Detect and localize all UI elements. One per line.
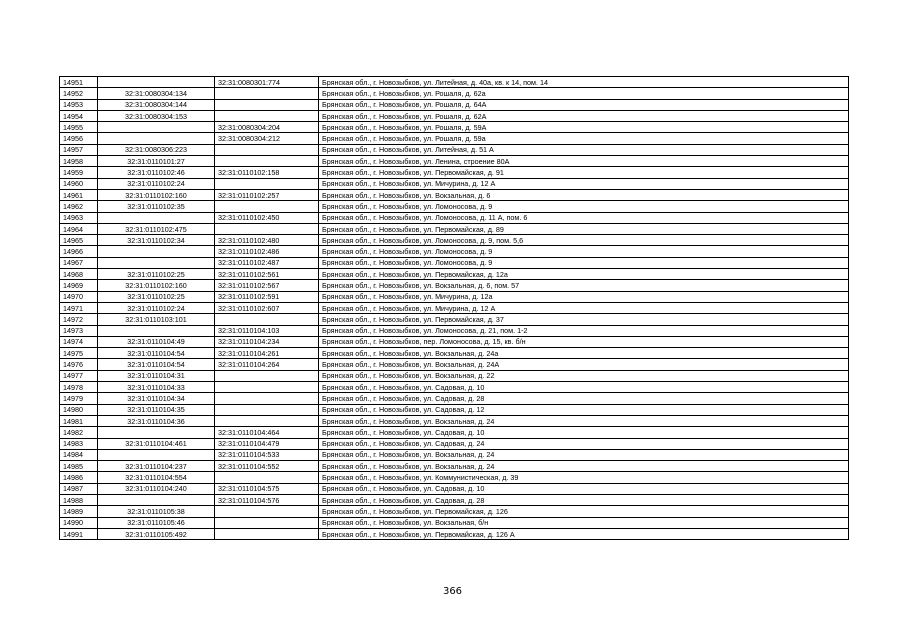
- new-cadastral-number-cell: 32:31:0110102:591: [215, 291, 319, 302]
- address-cell: Брянская обл., г. Новозыбков, ул. Вокзальная, д. 24: [319, 415, 849, 426]
- new-cadastral-number-cell: 32:31:0110102:480: [215, 235, 319, 246]
- address-cell: Брянская обл., г. Новозыбков, ул. Вокзальная, д. 24: [319, 449, 849, 460]
- old-cadastral-number-cell: 32:31:0110104:35: [98, 404, 215, 415]
- row-number-cell: 14989: [60, 506, 98, 517]
- table-row: [60, 415, 849, 426]
- row-number-cell: 14967: [60, 257, 98, 268]
- row-number-cell: 14983: [60, 438, 98, 449]
- old-cadastral-number-cell: 32:31:0080304:134: [98, 88, 215, 99]
- table-row: [60, 246, 849, 257]
- new-cadastral-number-cell: 32:31:0110102:450: [215, 212, 319, 223]
- table-row: [60, 325, 849, 336]
- row-number-cell: 14951: [60, 77, 98, 88]
- row-number-cell: 14978: [60, 382, 98, 393]
- old-cadastral-number-cell: 32:31:0110105:46: [98, 517, 215, 528]
- table-row: [60, 528, 849, 539]
- row-number-cell: 14963: [60, 212, 98, 223]
- address-cell: Брянская обл., г. Новозыбков, ул. Ломоносова, д. 9: [319, 201, 849, 212]
- row-number-cell: 14972: [60, 314, 98, 325]
- old-cadastral-number-cell: 32:31:0110104:34: [98, 393, 215, 404]
- table-row: [60, 472, 849, 483]
- address-cell: Брянская обл., г. Новозыбков, ул. Первомайская, д. 91: [319, 167, 849, 178]
- new-cadastral-number-cell: [215, 156, 319, 167]
- row-number-cell: 14975: [60, 348, 98, 359]
- address-cell: Брянская обл., г. Новозыбков, ул. Ленина, строение 80А: [319, 156, 849, 167]
- new-cadastral-number-cell: 32:31:0110104:575: [215, 483, 319, 494]
- old-cadastral-number-cell: 32:31:0110102:35: [98, 201, 215, 212]
- old-cadastral-number-cell: [98, 257, 215, 268]
- old-cadastral-number-cell: 32:31:0110105:492: [98, 528, 215, 539]
- table-row: [60, 269, 849, 280]
- old-cadastral-number-cell: 32:31:0110104:554: [98, 472, 215, 483]
- row-number-cell: 14954: [60, 110, 98, 121]
- table-row: [60, 370, 849, 381]
- new-cadastral-number-cell: [215, 370, 319, 381]
- row-number-cell: 14977: [60, 370, 98, 381]
- table-row: [60, 99, 849, 110]
- new-cadastral-number-cell: [215, 415, 319, 426]
- row-number-cell: 14957: [60, 144, 98, 155]
- new-cadastral-number-cell: 32:31:0110104:533: [215, 449, 319, 460]
- table-row: [60, 133, 849, 144]
- table-row: [60, 156, 849, 167]
- address-cell: Брянская обл., г. Новозыбков, ул. Ломоносова, д. 9, пом. 5,6: [319, 235, 849, 246]
- row-number-cell: 14982: [60, 427, 98, 438]
- new-cadastral-number-cell: 32:31:0080301:774: [215, 77, 319, 88]
- row-number-cell: 14953: [60, 99, 98, 110]
- address-cell: Брянская обл., г. Новозыбков, ул. Ломоносова, д. 9: [319, 246, 849, 257]
- new-cadastral-number-cell: [215, 314, 319, 325]
- row-number-cell: 14966: [60, 246, 98, 257]
- table-row: [60, 235, 849, 246]
- address-cell: Брянская обл., г. Новозыбков, пер. Ломоносова, д. 15, кв. б/н: [319, 336, 849, 347]
- address-cell: Брянская обл., г. Новозыбков, ул. Рошаля, д. 59А: [319, 122, 849, 133]
- old-cadastral-number-cell: [98, 246, 215, 257]
- new-cadastral-number-cell: [215, 472, 319, 483]
- old-cadastral-number-cell: 32:31:0110104:237: [98, 461, 215, 472]
- row-number-cell: 14979: [60, 393, 98, 404]
- old-cadastral-number-cell: [98, 494, 215, 505]
- new-cadastral-number-cell: 32:31:0080304:204: [215, 122, 319, 133]
- row-number-cell: 14986: [60, 472, 98, 483]
- old-cadastral-number-cell: 32:31:0080306:223: [98, 144, 215, 155]
- row-number-cell: 14962: [60, 201, 98, 212]
- new-cadastral-number-cell: [215, 506, 319, 517]
- table-row: [60, 110, 849, 121]
- row-number-cell: 14973: [60, 325, 98, 336]
- address-cell: Брянская обл., г. Новозыбков, ул. Литейная, д. 40а, кв. к 14, пом. 14: [319, 77, 849, 88]
- old-cadastral-number-cell: [98, 212, 215, 223]
- table-row: [60, 291, 849, 302]
- table-row: [60, 494, 849, 505]
- new-cadastral-number-cell: [215, 404, 319, 415]
- row-number-cell: 14987: [60, 483, 98, 494]
- address-cell: Брянская обл., г. Новозыбков, ул. Вокзальная, б/н: [319, 517, 849, 528]
- old-cadastral-number-cell: 32:31:0110104:31: [98, 370, 215, 381]
- table-row: [60, 212, 849, 223]
- address-cell: Брянская обл., г. Новозыбков, ул. Садовая, д. 28: [319, 494, 849, 505]
- table-row: [60, 280, 849, 291]
- address-cell: Брянская обл., г. Новозыбков, ул. Первомайская, д. 89: [319, 223, 849, 234]
- old-cadastral-number-cell: 32:31:0110104:240: [98, 483, 215, 494]
- old-cadastral-number-cell: 32:31:0110102:24: [98, 178, 215, 189]
- table-row: [60, 314, 849, 325]
- new-cadastral-number-cell: [215, 144, 319, 155]
- row-number-cell: 14981: [60, 415, 98, 426]
- old-cadastral-number-cell: 32:31:0110102:24: [98, 302, 215, 313]
- address-cell: Брянская обл., г. Новозыбков, ул. Садовая, д. 10: [319, 382, 849, 393]
- address-cell: Брянская обл., г. Новозыбков, ул. Коммунистическая, д. 39: [319, 472, 849, 483]
- old-cadastral-number-cell: 32:31:0110102:25: [98, 291, 215, 302]
- new-cadastral-number-cell: [215, 223, 319, 234]
- old-cadastral-number-cell: 32:31:0110104:36: [98, 415, 215, 426]
- old-cadastral-number-cell: 32:31:0110102:475: [98, 223, 215, 234]
- row-number-cell: 14985: [60, 461, 98, 472]
- old-cadastral-number-cell: [98, 122, 215, 133]
- old-cadastral-number-cell: 32:31:0110102:34: [98, 235, 215, 246]
- old-cadastral-number-cell: [98, 449, 215, 460]
- address-cell: Брянская обл., г. Новозыбков, ул. Садовая, д. 12: [319, 404, 849, 415]
- new-cadastral-number-cell: 32:31:0110104:576: [215, 494, 319, 505]
- old-cadastral-number-cell: [98, 427, 215, 438]
- table-row: [60, 144, 849, 155]
- old-cadastral-number-cell: [98, 77, 215, 88]
- old-cadastral-number-cell: [98, 133, 215, 144]
- registry-table: [59, 76, 849, 540]
- address-cell: Брянская обл., г. Новозыбков, ул. Ломоносова, д. 11 А, пом. 6: [319, 212, 849, 223]
- old-cadastral-number-cell: 32:31:0110102:25: [98, 269, 215, 280]
- row-number-cell: 14964: [60, 223, 98, 234]
- address-cell: Брянская обл., г. Новозыбков, ул. Первомайская, д. 37: [319, 314, 849, 325]
- old-cadastral-number-cell: 32:31:0110104:54: [98, 359, 215, 370]
- new-cadastral-number-cell: 32:31:0080304:212: [215, 133, 319, 144]
- old-cadastral-number-cell: 32:31:0110102:160: [98, 189, 215, 200]
- new-cadastral-number-cell: [215, 393, 319, 404]
- old-cadastral-number-cell: 32:31:0080304:153: [98, 110, 215, 121]
- old-cadastral-number-cell: 32:31:0110101:27: [98, 156, 215, 167]
- new-cadastral-number-cell: [215, 201, 319, 212]
- row-number-cell: 14956: [60, 133, 98, 144]
- address-cell: Брянская обл., г. Новозыбков, ул. Вокзальная, д. 6, пом. 57: [319, 280, 849, 291]
- new-cadastral-number-cell: 32:31:0110104:261: [215, 348, 319, 359]
- page-number: 366: [442, 586, 463, 597]
- new-cadastral-number-cell: [215, 382, 319, 393]
- new-cadastral-number-cell: 32:31:0110102:561: [215, 269, 319, 280]
- old-cadastral-number-cell: 32:31:0110104:49: [98, 336, 215, 347]
- address-cell: Брянская обл., г. Новозыбков, ул. Литейная, д. 51 А: [319, 144, 849, 155]
- old-cadastral-number-cell: 32:31:0110102:46: [98, 167, 215, 178]
- address-cell: Брянская обл., г. Новозыбков, ул. Мичурина, д. 12 А: [319, 302, 849, 313]
- new-cadastral-number-cell: 32:31:0110104:264: [215, 359, 319, 370]
- row-number-cell: 14959: [60, 167, 98, 178]
- old-cadastral-number-cell: [98, 325, 215, 336]
- table-row: [60, 77, 849, 88]
- new-cadastral-number-cell: [215, 99, 319, 110]
- new-cadastral-number-cell: 32:31:0110104:552: [215, 461, 319, 472]
- old-cadastral-number-cell: 32:31:0110103:101: [98, 314, 215, 325]
- row-number-cell: 14976: [60, 359, 98, 370]
- row-number-cell: 14952: [60, 88, 98, 99]
- old-cadastral-number-cell: 32:31:0110104:54: [98, 348, 215, 359]
- address-cell: Брянская обл., г. Новозыбков, ул. Рошаля, д. 62А: [319, 110, 849, 121]
- table-row: [60, 122, 849, 133]
- address-cell: Брянская обл., г. Новозыбков, ул. Рошаля, д. 59а: [319, 133, 849, 144]
- table-row: [60, 438, 849, 449]
- address-cell: Брянская обл., г. Новозыбков, ул. Первомайская, д. 126 А: [319, 528, 849, 539]
- table-row: [60, 348, 849, 359]
- address-cell: Брянская обл., г. Новозыбков, ул. Рошаля, д. 62а: [319, 88, 849, 99]
- row-number-cell: 14988: [60, 494, 98, 505]
- table-row: [60, 302, 849, 313]
- row-number-cell: 14990: [60, 517, 98, 528]
- row-number-cell: 14980: [60, 404, 98, 415]
- row-number-cell: 14969: [60, 280, 98, 291]
- address-cell: Брянская обл., г. Новозыбков, ул. Вокзальная, д. 6: [319, 189, 849, 200]
- address-cell: Брянская обл., г. Новозыбков, ул. Ломоносова, д. 21, пом. 1-2: [319, 325, 849, 336]
- old-cadastral-number-cell: 32:31:0110102:160: [98, 280, 215, 291]
- table-row: [60, 449, 849, 460]
- new-cadastral-number-cell: 32:31:0110102:486: [215, 246, 319, 257]
- row-number-cell: 14958: [60, 156, 98, 167]
- table-row: [60, 506, 849, 517]
- address-cell: Брянская обл., г. Новозыбков, ул. Вокзальная, д. 22: [319, 370, 849, 381]
- row-number-cell: 14984: [60, 449, 98, 460]
- row-number-cell: 14971: [60, 302, 98, 313]
- address-cell: Брянская обл., г. Новозыбков, ул. Садовая, д. 10: [319, 427, 849, 438]
- address-cell: Брянская обл., г. Новозыбков, ул. Рошаля, д. 64А: [319, 99, 849, 110]
- table-row: [60, 461, 849, 472]
- table-row: [60, 178, 849, 189]
- old-cadastral-number-cell: 32:31:0080304:144: [98, 99, 215, 110]
- table-row: [60, 393, 849, 404]
- new-cadastral-number-cell: 32:31:0110102:158: [215, 167, 319, 178]
- registry-table-body: [60, 77, 849, 540]
- new-cadastral-number-cell: 32:31:0110104:103: [215, 325, 319, 336]
- row-number-cell: 14960: [60, 178, 98, 189]
- address-cell: Брянская обл., г. Новозыбков, ул. Первомайская, д. 126: [319, 506, 849, 517]
- address-cell: Брянская обл., г. Новозыбков, ул. Мичурина, д. 12 А: [319, 178, 849, 189]
- new-cadastral-number-cell: [215, 178, 319, 189]
- table-row: [60, 189, 849, 200]
- table-row: [60, 167, 849, 178]
- table-row: [60, 427, 849, 438]
- address-cell: Брянская обл., г. Новозыбков, ул. Вокзальная, д. 24: [319, 461, 849, 472]
- address-cell: Брянская обл., г. Новозыбков, ул. Садовая, д. 10: [319, 483, 849, 494]
- old-cadastral-number-cell: 32:31:0110105:38: [98, 506, 215, 517]
- address-cell: Брянская обл., г. Новозыбков, ул. Садовая, д. 28: [319, 393, 849, 404]
- new-cadastral-number-cell: 32:31:0110104:464: [215, 427, 319, 438]
- table-row: [60, 223, 849, 234]
- row-number-cell: 14965: [60, 235, 98, 246]
- table-row: [60, 88, 849, 99]
- table-row: [60, 336, 849, 347]
- address-cell: Брянская обл., г. Новозыбков, ул. Мичурина, д. 12а: [319, 291, 849, 302]
- new-cadastral-number-cell: 32:31:0110102:487: [215, 257, 319, 268]
- table-row: [60, 382, 849, 393]
- row-number-cell: 14974: [60, 336, 98, 347]
- new-cadastral-number-cell: [215, 88, 319, 99]
- address-cell: Брянская обл., г. Новозыбков, ул. Вокзальная, д. 24А: [319, 359, 849, 370]
- new-cadastral-number-cell: 32:31:0110102:257: [215, 189, 319, 200]
- old-cadastral-number-cell: 32:31:0110104:461: [98, 438, 215, 449]
- row-number-cell: 14970: [60, 291, 98, 302]
- address-cell: Брянская обл., г. Новозыбков, ул. Садовая, д. 24: [319, 438, 849, 449]
- new-cadastral-number-cell: [215, 528, 319, 539]
- address-cell: Брянская обл., г. Новозыбков, ул. Первомайская, д. 12а: [319, 269, 849, 280]
- new-cadastral-number-cell: [215, 110, 319, 121]
- address-cell: Брянская обл., г. Новозыбков, ул. Вокзальная, д. 24а: [319, 348, 849, 359]
- old-cadastral-number-cell: 32:31:0110104:33: [98, 382, 215, 393]
- row-number-cell: 14991: [60, 528, 98, 539]
- table-row: [60, 257, 849, 268]
- new-cadastral-number-cell: 32:31:0110102:567: [215, 280, 319, 291]
- row-number-cell: 14955: [60, 122, 98, 133]
- row-number-cell: 14968: [60, 269, 98, 280]
- table-row: [60, 483, 849, 494]
- new-cadastral-number-cell: 32:31:0110104:234: [215, 336, 319, 347]
- address-cell: Брянская обл., г. Новозыбков, ул. Ломоносова, д. 9: [319, 257, 849, 268]
- table-row: [60, 404, 849, 415]
- new-cadastral-number-cell: 32:31:0110104:479: [215, 438, 319, 449]
- table-row: [60, 201, 849, 212]
- table-row: [60, 359, 849, 370]
- row-number-cell: 14961: [60, 189, 98, 200]
- new-cadastral-number-cell: 32:31:0110102:607: [215, 302, 319, 313]
- table-row: [60, 517, 849, 528]
- new-cadastral-number-cell: [215, 517, 319, 528]
